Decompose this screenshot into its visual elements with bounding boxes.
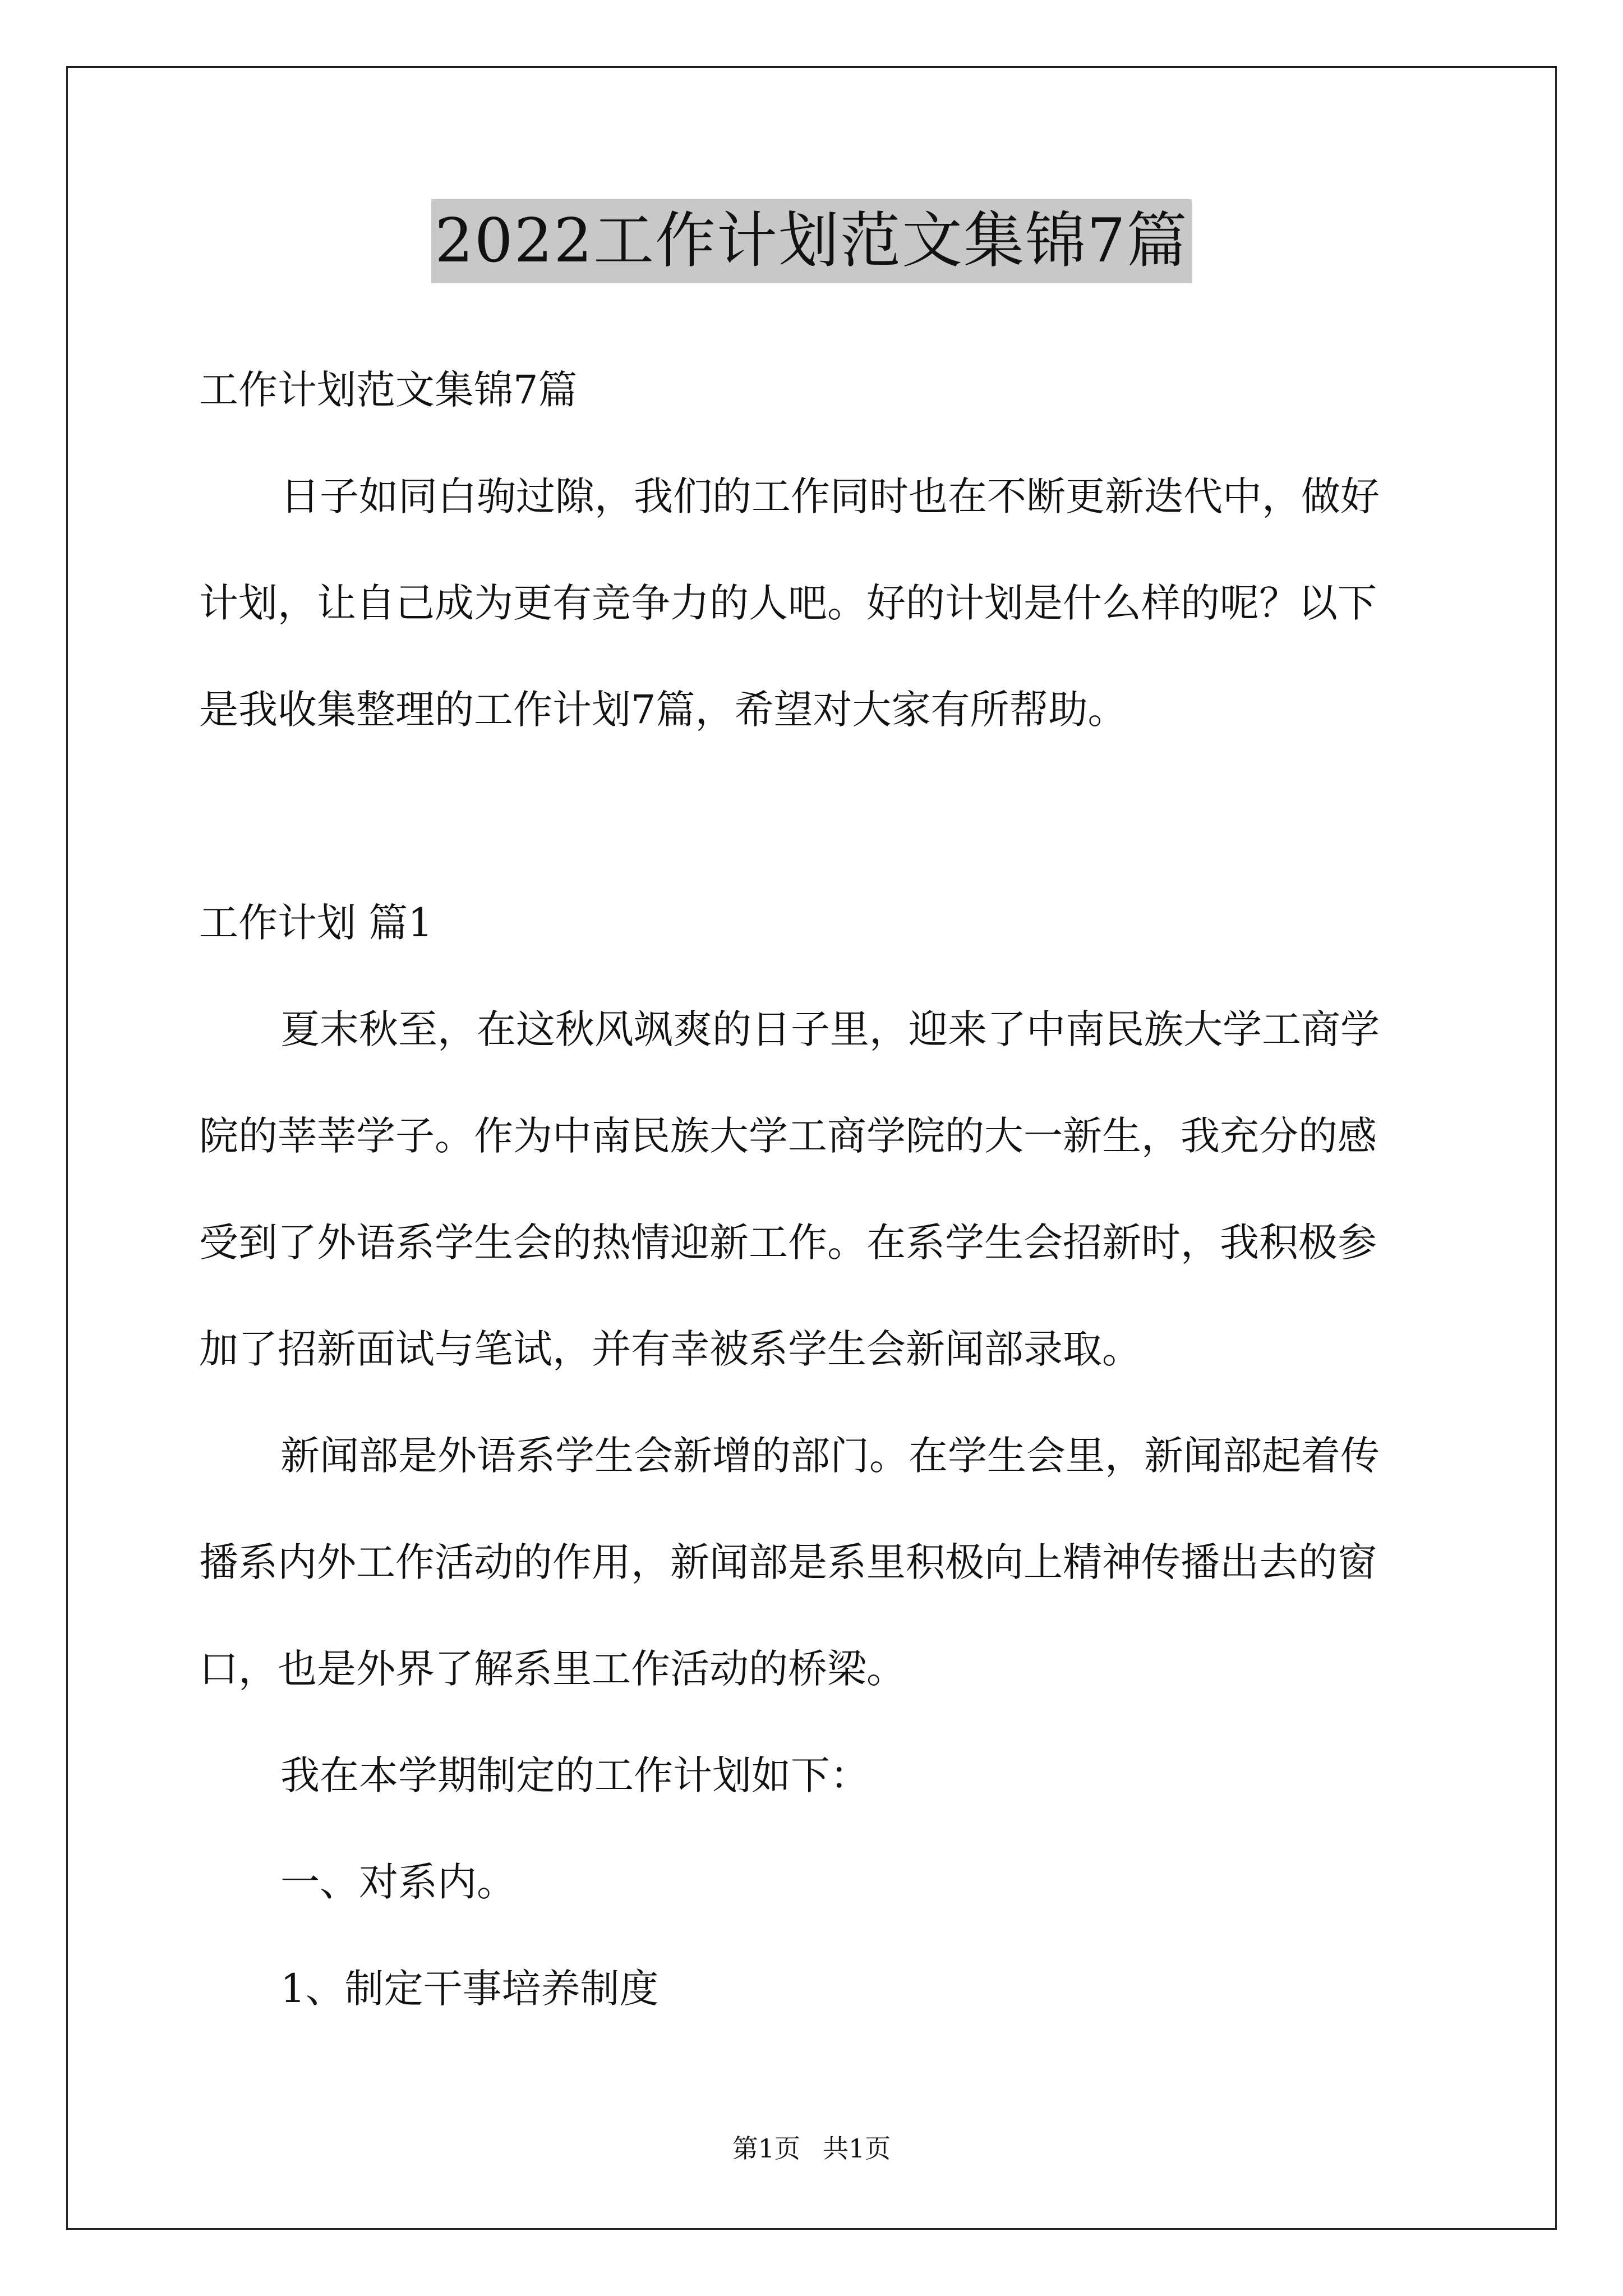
intro-line: 是我收集整理的工作计划7篇，希望对大家有所帮助。 <box>199 687 1127 733</box>
page-footer <box>0 2132 1623 2165</box>
document-subtitle: 工作计划范文集锦7篇 <box>199 367 578 413</box>
section-heading: 工作计划 篇1 <box>199 900 433 946</box>
intro-line: 计划，让自己成为更有竞争力的人吧。好的计划是什么样的呢？以下 <box>199 580 1377 626</box>
paragraph-line: 播系内外工作活动的作用，新闻部是系里积极向上精神传播出去的窗 <box>199 1539 1377 1585</box>
title-container <box>0 199 1623 283</box>
page-total: 共1页 <box>823 2133 891 2164</box>
document-body <box>199 337 1433 2042</box>
intro-line: 日子如同白驹过隙，我们的工作同时也在不断更新迭代中，做好 <box>280 473 1380 519</box>
plan-intro: 我在本学期制定的工作计划如下： <box>280 1752 869 1798</box>
paragraph-line: 新闻部是外语系学生会新增的部门。在学生会里，新闻部起着传 <box>280 1433 1380 1479</box>
list-item-heading: 一、对系内。 <box>280 1859 516 1905</box>
paragraph-line: 受到了外语系学生会的热情迎新工作。在系学生会招新时，我积极参 <box>199 1220 1377 1266</box>
page-number: 第1页 <box>732 2133 800 2164</box>
paragraph-line: 加了招新面试与笔试，并有幸被系学生会新闻部录取。 <box>199 1326 1141 1372</box>
paragraph-line: 院的莘莘学子。作为中南民族大学工商学院的大一新生，我充分的感 <box>199 1113 1377 1159</box>
document-title: 2022工作计划范文集锦7篇 <box>431 199 1192 283</box>
paragraph-line: 夏末秋至，在这秋风飒爽的日子里，迎来了中南民族大学工商学 <box>280 1006 1380 1052</box>
list-subitem: 1、制定干事培养制度 <box>280 1966 659 2012</box>
paragraph-line: 口，也是外界了解系里工作活动的桥梁。 <box>199 1646 906 1692</box>
blank-line <box>199 763 1433 869</box>
